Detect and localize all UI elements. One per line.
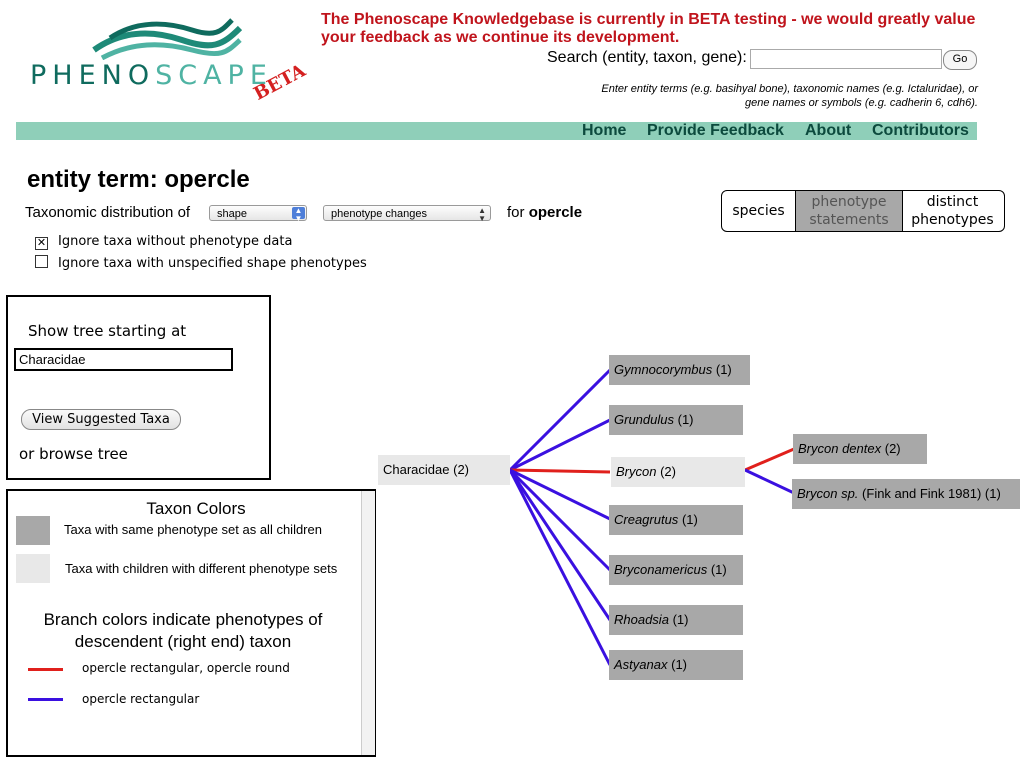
tree-node[interactable] bbox=[609, 605, 743, 635]
node-name: Brycon sp. bbox=[797, 486, 859, 501]
node-count: (2) bbox=[884, 441, 901, 456]
same-phenotype-label: Taxa with same phenotype set as all children bbox=[64, 522, 322, 537]
branch-brycon bbox=[510, 470, 610, 472]
branch-colors-title: Branch colors indicate phenotypes of descendent (right end) taxon bbox=[43, 610, 323, 651]
node-authority: (Fink and Fink 1981) bbox=[862, 486, 982, 501]
show-tree-label: Show tree starting at bbox=[28, 322, 187, 340]
node-name: Gymnocorymbus bbox=[614, 362, 713, 377]
logo-text-dark: PHENO bbox=[30, 60, 156, 91]
branch-bryconamericus bbox=[510, 470, 610, 570]
node-count: (1) bbox=[710, 562, 727, 577]
node-name: Characidae bbox=[383, 462, 450, 477]
search-label: Search (entity, taxon, gene): bbox=[547, 49, 747, 66]
tree-node[interactable] bbox=[609, 555, 743, 585]
segment-distinct-phenotypes[interactable]: distinct phenotypes bbox=[911, 194, 994, 228]
tree-node[interactable] bbox=[609, 505, 743, 535]
for-label: for bbox=[507, 204, 525, 221]
nav-feedback-link[interactable]: Provide Feedback bbox=[647, 122, 784, 139]
updown-arrows-icon: ▲ ▼ bbox=[292, 207, 305, 219]
node-count: (1) bbox=[677, 412, 694, 427]
logo-text-light: SCAPE bbox=[155, 60, 273, 91]
for-entity: opercle bbox=[528, 204, 583, 221]
branch-rhoadsia bbox=[510, 470, 610, 620]
branch-brycon-dentex bbox=[745, 449, 794, 470]
node-name: Grundulus bbox=[614, 412, 674, 427]
tree-node[interactable] bbox=[611, 457, 745, 487]
node-count: (1) bbox=[715, 362, 732, 377]
node-name: Creagrutus bbox=[614, 512, 679, 527]
mode-select-value: phenotype changes bbox=[331, 208, 428, 220]
branch-astyanax bbox=[510, 470, 610, 665]
ignore-no-data-checkbox[interactable]: ✕ bbox=[36, 236, 47, 249]
segment-phenotype-statements[interactable]: phenotype statements bbox=[796, 191, 903, 231]
node-name: Rhoadsia bbox=[614, 612, 669, 627]
tree-node[interactable] bbox=[609, 650, 743, 680]
node-count: (1) bbox=[984, 486, 1001, 501]
legend-title: Taxon Colors bbox=[146, 499, 246, 518]
tree-node[interactable] bbox=[793, 434, 927, 464]
ignore-no-data-label: Ignore taxa without phenotype data bbox=[58, 234, 293, 249]
updown-arrows-icon: ▲ ▼ bbox=[478, 206, 486, 223]
quality-select-value: shape bbox=[217, 208, 247, 220]
red-branch-label: opercle rectangular, opercle round bbox=[82, 661, 290, 675]
tree-node[interactable] bbox=[609, 405, 743, 435]
beta-stamp: BETA bbox=[250, 60, 310, 105]
branch-brycon-sp bbox=[745, 470, 794, 493]
branch-gymnocorymbus bbox=[510, 370, 610, 470]
node-name: Bryconamericus bbox=[614, 562, 708, 577]
node-name: Brycon dentex bbox=[798, 441, 882, 456]
node-count: (1) bbox=[681, 512, 698, 527]
nav-about-link[interactable]: About bbox=[805, 122, 852, 139]
node-name: Astyanax bbox=[614, 657, 668, 672]
node-name: Brycon bbox=[616, 464, 657, 479]
taxonomic-distribution-label: Taxonomic distribution of bbox=[25, 204, 191, 221]
page-title: entity term: opercle bbox=[27, 166, 250, 193]
ignore-unspecified-label: Ignore taxa with unspecified shape phenotypes bbox=[58, 256, 367, 271]
beta-banner: The Phenoscape Knowledgebase is currently in BETA testing - we would greatly value your feedback as we continue its development. bbox=[321, 11, 976, 46]
different-phenotype-label: Taxa with children with different phenotype sets bbox=[65, 561, 338, 576]
node-count: (2) bbox=[453, 462, 470, 477]
node-count: (1) bbox=[671, 657, 687, 672]
blue-branch-label: opercle rectangular bbox=[82, 692, 200, 706]
node-count: (2) bbox=[660, 464, 676, 479]
view-suggested-taxa-button[interactable]: View Suggested Taxa bbox=[21, 409, 181, 430]
nav-home-link[interactable]: Home bbox=[582, 122, 627, 139]
tree-node[interactable] bbox=[792, 479, 1020, 509]
browse-tree-label: or browse tree bbox=[19, 445, 128, 463]
search-hint: Enter entity terms (e.g. basihyal bone), taxonomic names (e.g. Ictaluridae), or gene names or symbols (e.g. cadherin 6, cdh6). bbox=[601, 83, 978, 109]
segment-species[interactable]: species bbox=[722, 191, 796, 231]
tree-node[interactable] bbox=[609, 355, 750, 385]
go-button[interactable]: Go bbox=[943, 50, 977, 70]
branch-grundulus bbox=[510, 420, 610, 470]
tree-node-root[interactable] bbox=[378, 455, 510, 485]
nav-contributors-link[interactable]: Contributors bbox=[872, 122, 969, 139]
node-count: (1) bbox=[672, 612, 689, 627]
